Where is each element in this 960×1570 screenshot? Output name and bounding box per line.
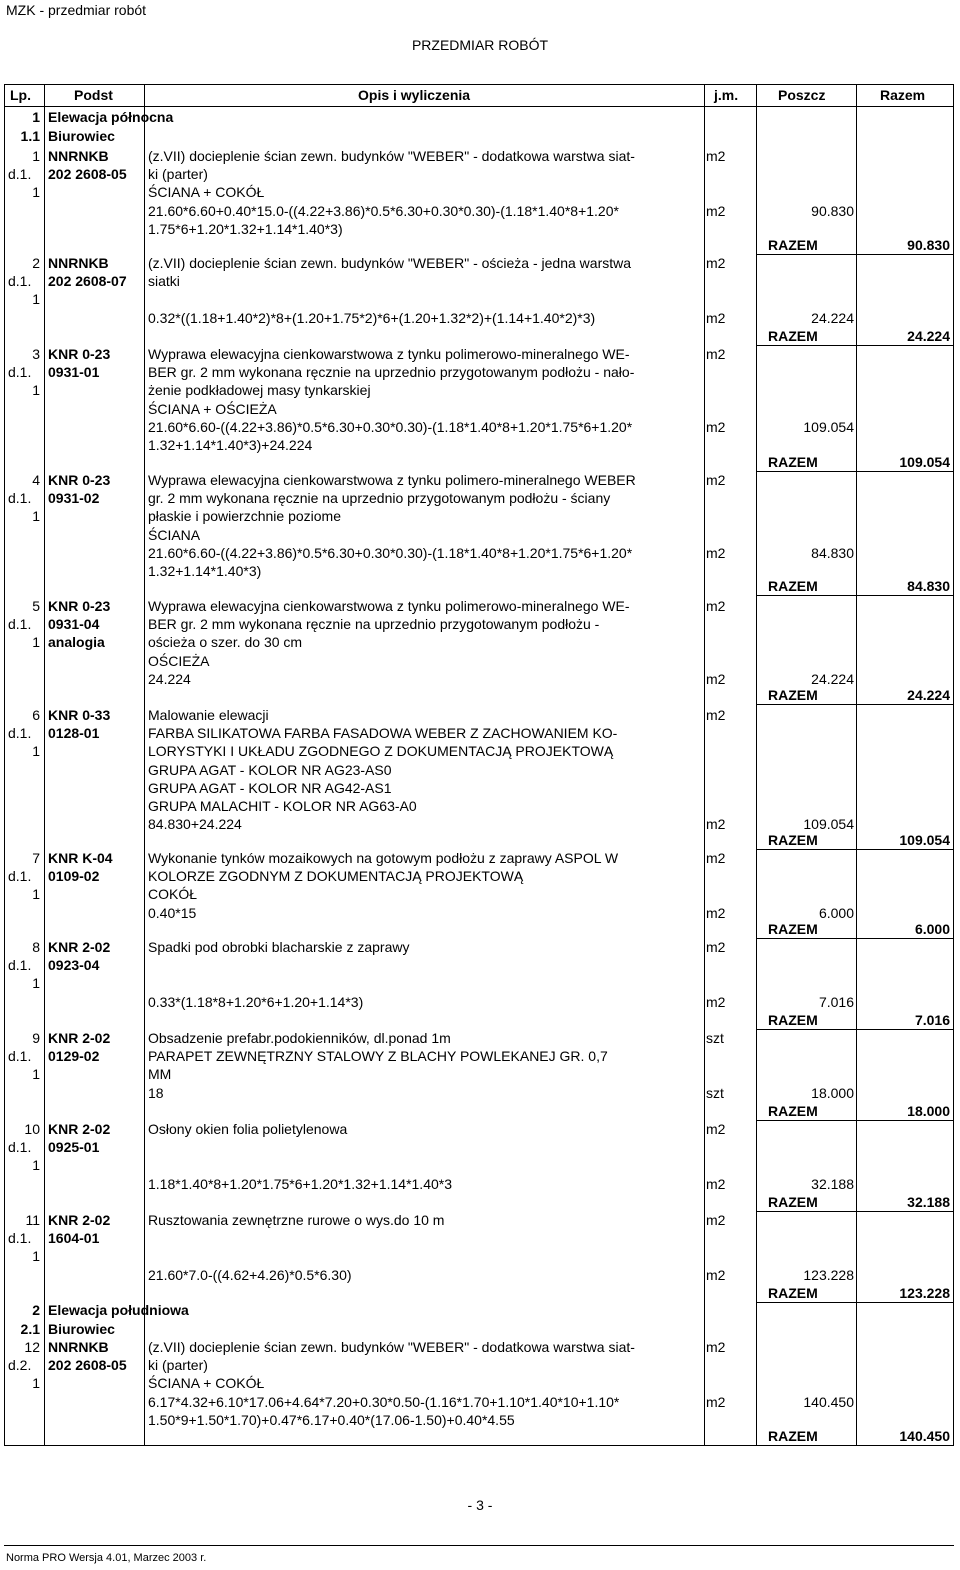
description-line: 21.60*6.60-((4.22+3.86)*0.5*6.30+0.30*0.30)-(1.18*1.40*8+1.20*1.75*6+1.20*	[148, 418, 633, 435]
column-divider	[756, 84, 757, 1446]
description-line: Wyprawa elewacyjna cienkowarstwowa z tynku polimerowo-mineralnego WE-	[148, 598, 630, 614]
norm-table-code: 202 2608-05	[48, 166, 127, 183]
item-sub: 1	[32, 184, 40, 201]
quantity-unit: m2	[706, 418, 726, 435]
header-razem: Razem	[880, 87, 926, 103]
razem-divider	[756, 345, 954, 346]
item-number: 5	[32, 598, 40, 614]
item-number: 1	[32, 148, 40, 164]
quantity-value: 6.000	[818, 904, 854, 921]
quantity-unit: m2	[706, 904, 726, 921]
section-number: 2	[32, 1302, 40, 1318]
description-line: 21.60*6.60-((4.22+3.86)*0.5*6.30+0.30*0.30)-(1.18*1.40*8+1.20*1.75*6+1.20*	[148, 544, 633, 561]
razem-label: RAZEM	[768, 454, 818, 470]
norm-code: NNRNKB	[48, 1339, 109, 1355]
item-ref: d.1.	[8, 1048, 32, 1065]
quantity-value: 123.228	[803, 1266, 854, 1283]
razem-value: 32.188	[907, 1194, 950, 1210]
description-line: płaskie i powierzchnie poziome	[148, 508, 341, 525]
description-line: 24.224	[148, 670, 191, 687]
quantity-unit: m2	[706, 993, 726, 1010]
description-line: Obsadzenie prefabr.podokienników, dl.ponad 1m	[148, 1030, 451, 1046]
header-poszcz: Poszcz	[778, 87, 826, 103]
norm-table-code: 0931-04	[48, 616, 100, 633]
norm-table-code: 0109-02	[48, 868, 100, 885]
razem-label: RAZEM	[768, 1012, 818, 1028]
item-ref: d.1.	[8, 273, 32, 290]
norm-code: KNR 2-02	[48, 1121, 111, 1137]
item-ref: d.2.	[8, 1357, 32, 1374]
item-number: 12	[24, 1339, 40, 1355]
unit: m2	[706, 1339, 726, 1355]
razem-label: RAZEM	[768, 1103, 818, 1119]
description-line: 1.75*6+1.20*1.32+1.14*1.40*3)	[148, 220, 343, 237]
section-name: Elewacja południowa	[48, 1302, 189, 1318]
razem-label: RAZEM	[768, 237, 818, 253]
header-lp: Lp.	[10, 87, 31, 103]
description-line: Malowanie elewacji	[148, 707, 269, 723]
description-line: ŚCIANA + COKÓŁ	[148, 184, 265, 201]
item-ref: d.1.	[8, 166, 32, 183]
item-ref: d.1.	[8, 868, 32, 885]
item-number: 11	[25, 1212, 40, 1228]
norm-table-code: 202 2608-05	[48, 1357, 127, 1374]
razem-value: 123.228	[899, 1285, 950, 1301]
norm-code: KNR 2-02	[48, 1030, 111, 1046]
norm-code: KNR 2-02	[48, 1212, 111, 1228]
quantity-value: 84.830	[811, 544, 854, 561]
quantity-unit: m2	[706, 1393, 726, 1410]
item-number: 9	[32, 1030, 40, 1046]
item-sub: 1	[32, 886, 40, 903]
description-line: (z.VII) docieplenie ścian zewn. budynków "WEBER" - dodatkowa warstwa siat-	[148, 148, 635, 164]
razem-divider	[756, 1120, 954, 1121]
item-ref: d.1.	[8, 490, 32, 507]
norm-table-code: 0923-04	[48, 957, 100, 974]
description-line: PARAPET ZEWNĘTRZNY STALOWY Z BLACHY POWLEKANEJ GR. 0,7	[148, 1048, 608, 1065]
description-line: Osłony okien folia polietylenowa	[148, 1121, 348, 1137]
item-number: 3	[32, 346, 40, 362]
razem-divider	[756, 254, 954, 255]
razem-divider	[756, 1029, 954, 1030]
header-divider	[4, 106, 954, 107]
quantity-value: 18.000	[811, 1084, 854, 1101]
unit: m2	[706, 346, 726, 362]
column-divider	[856, 84, 857, 1446]
norm-code: KNR 0-33	[48, 707, 111, 723]
norm-code: KNR K-04	[48, 850, 113, 866]
description-line: ŚCIANA	[148, 526, 201, 543]
description-line: GRUPA AGAT - KOLOR NR AG23-AS0	[148, 761, 392, 778]
razem-label: RAZEM	[768, 578, 818, 594]
razem-label: RAZEM	[768, 1194, 818, 1210]
column-divider	[144, 84, 145, 1446]
description-line: GRUPA MALACHIT - KOLOR NR AG63-A0	[148, 798, 417, 814]
item-sub: 1	[32, 1375, 40, 1392]
section-name: Biurowiec	[48, 128, 115, 144]
razem-value: 6.000	[914, 921, 950, 937]
item-sub: 1	[32, 508, 40, 525]
quantity-value: 24.224	[811, 309, 854, 326]
norm-code: KNR 2-02	[48, 939, 111, 955]
razem-divider	[756, 595, 954, 596]
norm-table-code: 202 2608-07	[48, 273, 127, 290]
description-line: OŚCIEŻA	[148, 652, 210, 669]
unit: m2	[706, 472, 726, 488]
razem-label: RAZEM	[768, 328, 818, 344]
razem-value: 84.830	[907, 578, 950, 594]
razem-divider	[756, 938, 954, 939]
item-sub: 1	[32, 743, 40, 760]
description-line: ki (parter)	[148, 166, 208, 183]
description-line: LORYSTYKI I UKŁADU ZGODNEGO Z DOKUMENTACJĄ PROJEKTOWĄ	[148, 743, 614, 760]
razem-value: 109.054	[899, 454, 950, 470]
description-line: Wykonanie tynków mozaikowych na gotowym podłożu z zaprawy ASPOL W	[148, 850, 619, 866]
norm-table-code: 0925-01	[48, 1139, 100, 1156]
column-divider	[704, 84, 705, 1446]
description-line: Rusztowania zewnętrzne rurowe o wys.do 10 m	[148, 1212, 445, 1228]
razem-divider	[756, 1211, 954, 1212]
description-line: ŚCIANA + COKÓŁ	[148, 1375, 265, 1392]
norm-code: NNRNKB	[48, 255, 109, 271]
section-number: 1	[32, 109, 40, 125]
razem-divider	[756, 849, 954, 850]
unit: m2	[706, 707, 726, 723]
description-line: 0.40*15	[148, 904, 197, 921]
description-line: ŚCIANA + OŚCIEŻA	[148, 400, 277, 417]
norm-table-code: 0931-02	[48, 490, 100, 507]
item-sub: 1	[32, 291, 40, 308]
razem-divider	[756, 704, 954, 705]
description-line: Wyprawa elewacyjna cienkowarstwowa z tynku polimerowo-mineralnego WE-	[148, 346, 630, 362]
quantity-unit: m2	[706, 544, 726, 561]
description-line: żenie podkładowej masy tynkarskiej	[148, 382, 371, 399]
norm-code: KNR 0-23	[48, 598, 111, 614]
razem-value: 18.000	[907, 1103, 950, 1119]
item-sub: 1	[32, 382, 40, 399]
section-number: 2.1	[20, 1321, 40, 1337]
description-line: COKÓŁ	[148, 886, 198, 903]
quantity-unit: m2	[706, 670, 726, 687]
description-line: ościeża o szer. do 30 cm	[148, 634, 303, 651]
norm-table-code: 0128-01	[48, 725, 100, 742]
item-number: 8	[32, 939, 40, 955]
document-title: PRZEDMIAR ROBÓT	[411, 37, 549, 53]
norm-code: KNR 0-23	[48, 472, 111, 488]
description-line: MM	[148, 1066, 172, 1083]
norm-table-code: 0931-01	[48, 364, 100, 381]
description-line: Wyprawa elewacyjna cienkowarstwowa z tynku polimero-mineralnego WEBER	[148, 472, 636, 488]
footer-text: Norma PRO Wersja 4.01, Marzec 2003 r.	[6, 1552, 207, 1564]
razem-value: 140.450	[899, 1428, 950, 1444]
norm-note: analogia	[48, 634, 105, 651]
description-line: 1.32+1.14*1.40*3)+24.224	[148, 437, 313, 453]
description-line: 1.32+1.14*1.40*3)	[148, 563, 262, 579]
item-number: 6	[32, 707, 40, 723]
item-ref: d.1.	[8, 1230, 32, 1247]
razem-divider	[756, 471, 954, 472]
razem-divider	[756, 1302, 954, 1303]
quantity-unit: szt	[706, 1084, 724, 1101]
description-line: KOLORZE ZGODNYM Z DOKUMENTACJĄ PROJEKTOWĄ	[148, 868, 524, 885]
item-sub: 1	[32, 1157, 40, 1174]
description-line: 21.60*7.0-((4.62+4.26)*0.5*6.30)	[148, 1266, 352, 1283]
norm-table-code: 0129-02	[48, 1048, 100, 1065]
razem-value: 90.830	[907, 237, 950, 253]
razem-divider	[756, 1445, 954, 1446]
header-podst: Podst	[74, 87, 113, 103]
section-number: 1.1	[20, 128, 40, 144]
description-line: 21.60*6.60+0.40*15.0-((4.22+3.86)*0.5*6.30+0.30*0.30)-(1.18*1.40*8+1.20*	[148, 202, 619, 219]
description-line: ki (parter)	[148, 1357, 208, 1374]
description-line: (z.VII) docieplenie ścian zewn. budynków "WEBER" - ościeża - jedna warstwa	[148, 255, 632, 271]
quantity-unit: m2	[706, 1175, 726, 1192]
quantity-unit: m2	[706, 1266, 726, 1283]
unit: m2	[706, 1121, 726, 1137]
description-line: 18	[148, 1084, 164, 1101]
item-ref: d.1.	[8, 364, 32, 381]
norm-table-code: 1604-01	[48, 1230, 100, 1247]
description-line: 1.50*9+1.50*1.70)+0.47*6.17+0.40*(17.06-1.50)+0.40*4.55	[148, 1411, 515, 1428]
norm-code: NNRNKB	[48, 148, 109, 164]
item-ref: d.1.	[8, 725, 32, 742]
description-line: 1.18*1.40*8+1.20*1.75*6+1.20*1.32+1.14*1.40*3	[148, 1175, 453, 1192]
quantity-unit: m2	[706, 309, 726, 326]
description-line: (z.VII) docieplenie ścian zewn. budynków "WEBER" - dodatkowa warstwa siat-	[148, 1339, 635, 1355]
app-title: MZK - przedmiar robót	[6, 2, 147, 18]
norm-code: KNR 0-23	[48, 346, 111, 362]
section-name: Elewacja północna	[48, 109, 174, 125]
razem-value: 109.054	[899, 832, 950, 848]
quantity-value: 109.054	[803, 418, 854, 435]
razem-value: 7.016	[914, 1012, 950, 1028]
cost-table	[4, 84, 954, 1446]
description-line: 0.32*((1.18+1.40*2)*8+(1.20+1.75*2)*6+(1.20+1.32*2)+(1.14+1.40*2)*3)	[148, 309, 596, 326]
razem-label: RAZEM	[768, 1285, 818, 1301]
razem-label: RAZEM	[768, 921, 818, 937]
unit: m2	[706, 1212, 726, 1228]
header-jm: j.m.	[714, 87, 739, 103]
item-sub: 1	[32, 1248, 40, 1265]
razem-label: RAZEM	[768, 832, 818, 848]
section-name: Biurowiec	[48, 1321, 115, 1337]
description-line: 6.17*4.32+6.10*17.06+4.64*7.20+0.30*0.50-(1.16*1.70+1.10*1.40*10+1.10*	[148, 1393, 620, 1410]
column-divider	[44, 84, 45, 1446]
unit: szt	[706, 1030, 724, 1046]
description-line: GRUPA AGAT - KOLOR NR AG42-AS1	[148, 779, 392, 796]
page-number: - 3 -	[467, 1497, 493, 1513]
description-line: 0.33*(1.18*8+1.20*6+1.20+1.14*3)	[148, 993, 364, 1010]
item-sub: 1	[32, 975, 40, 992]
footer-divider	[4, 1545, 954, 1546]
description-line: siatki	[148, 273, 180, 290]
item-ref: d.1.	[8, 957, 32, 974]
razem-label: RAZEM	[768, 687, 818, 703]
quantity-value: 7.016	[818, 993, 854, 1010]
description-line: Spadki pod obrobki blacharskie z zaprawy	[148, 939, 410, 955]
header-opis: Opis i wyliczenia	[358, 87, 471, 103]
description-line: BER gr. 2 mm wykonana ręcznie na uprzednio przygotowanym podłożu - nało-	[148, 364, 635, 381]
unit: m2	[706, 850, 726, 866]
description-line: FARBA SILIKATOWA FARBA FASADOWA WEBER Z ZACHOWANIEM KO-	[148, 725, 618, 742]
quantity-value: 90.830	[811, 202, 854, 219]
description-line: BER gr. 2 mm wykonana ręcznie na uprzednio przygotowanym podłożu -	[148, 616, 600, 633]
razem-label: RAZEM	[768, 1428, 818, 1444]
quantity-value: 32.188	[811, 1175, 854, 1192]
quantity-unit: m2	[706, 202, 726, 219]
item-number: 7	[32, 850, 40, 866]
quantity-unit: m2	[706, 816, 726, 833]
item-sub: 1	[32, 1066, 40, 1083]
item-number: 4	[32, 472, 40, 488]
item-number: 10	[24, 1121, 40, 1137]
item-number: 2	[32, 255, 40, 271]
item-ref: d.1.	[8, 1139, 32, 1156]
description-line: 84.830+24.224	[148, 816, 242, 833]
unit: m2	[706, 255, 726, 271]
razem-value: 24.224	[907, 687, 950, 703]
unit: m2	[706, 148, 726, 164]
quantity-value: 109.054	[803, 816, 854, 833]
item-ref: d.1.	[8, 616, 32, 633]
description-line: gr. 2 mm wykonana ręcznie na uprzednio przygotowanym podłożu - ściany	[148, 490, 611, 507]
razem-value: 24.224	[907, 328, 950, 344]
quantity-value: 140.450	[803, 1393, 854, 1410]
item-sub: 1	[32, 634, 40, 651]
quantity-value: 24.224	[811, 670, 854, 687]
unit: m2	[706, 598, 726, 614]
unit: m2	[706, 939, 726, 955]
